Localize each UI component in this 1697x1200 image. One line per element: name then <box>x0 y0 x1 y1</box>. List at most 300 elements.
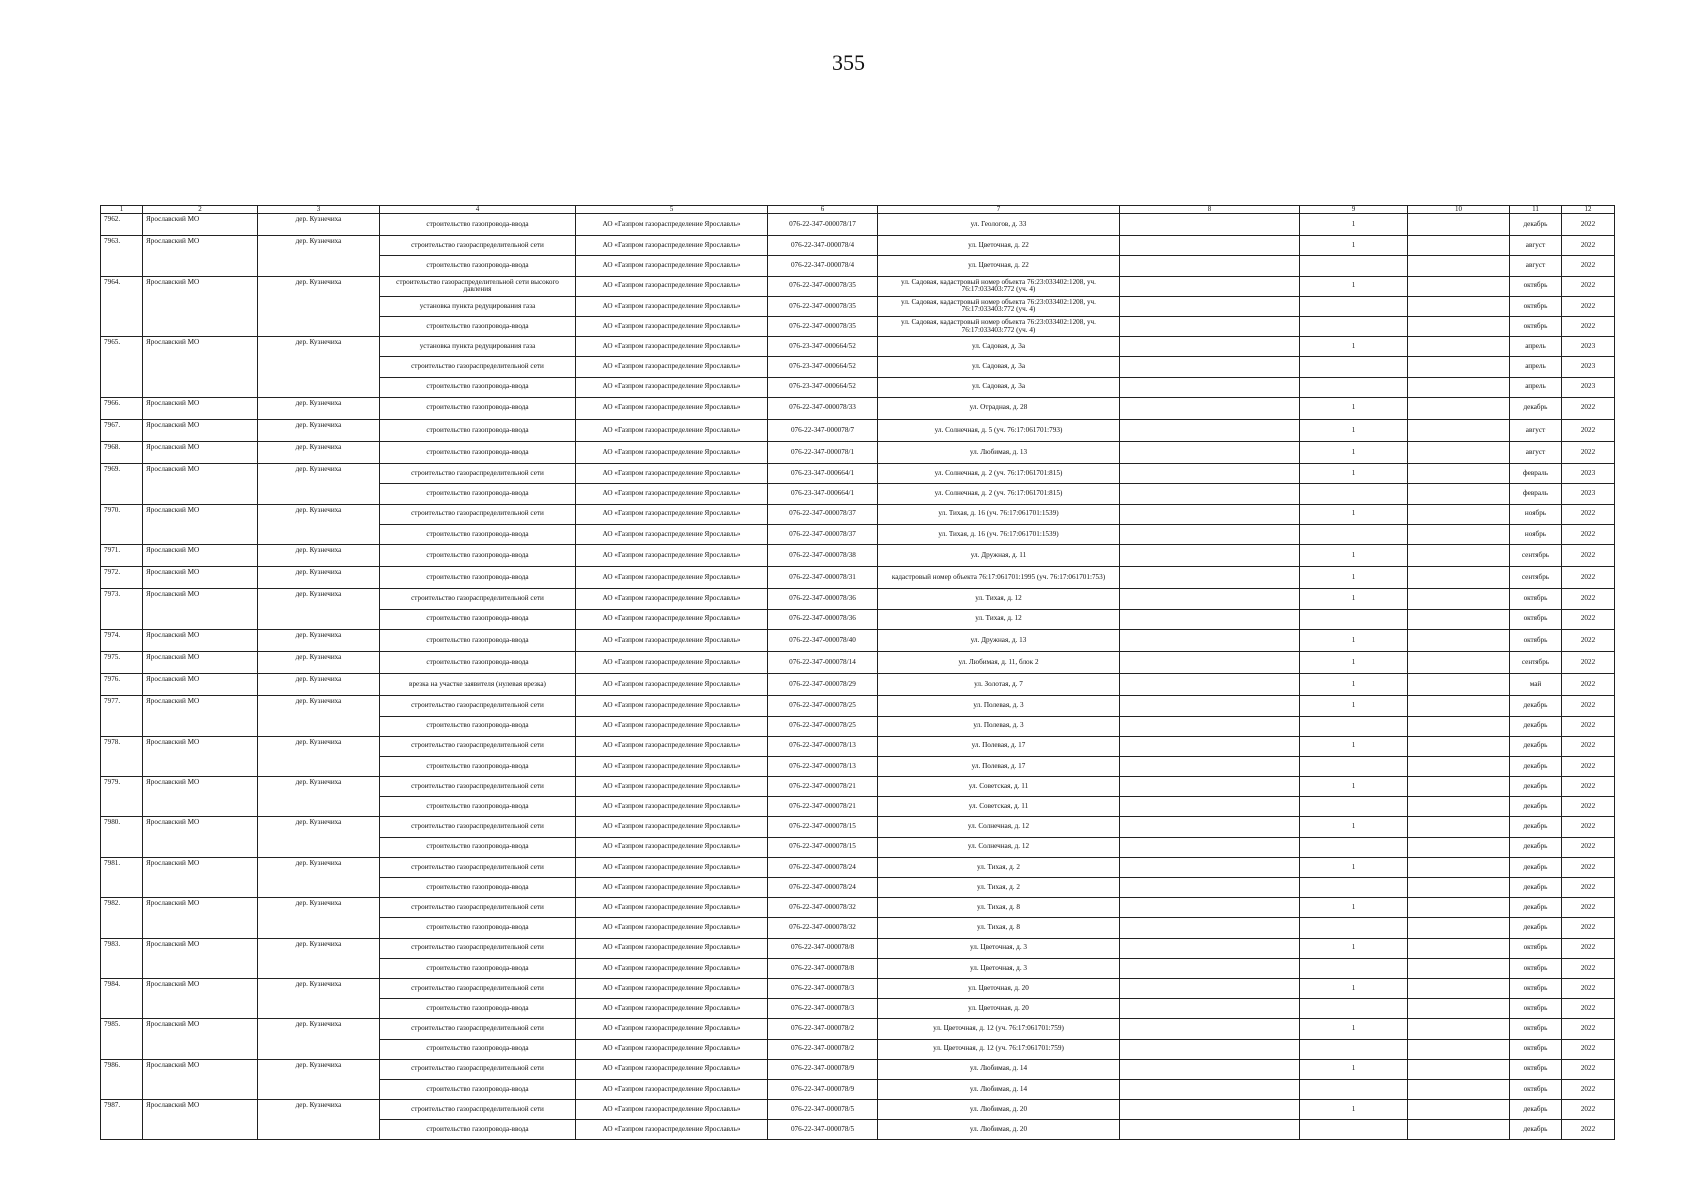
empty-cell <box>1408 938 1510 958</box>
work-type-cell: строительство газораспределительной сети <box>380 464 576 484</box>
work-type-cell: строительство газопровода-ввода <box>380 214 576 236</box>
organization-cell: АО «Газпром газораспределение Ярославль» <box>576 484 768 504</box>
contract-code-cell: 076-22-347-000078/15 <box>768 817 878 837</box>
record-number: 7967. <box>101 419 143 441</box>
empty-cell <box>1120 1079 1300 1099</box>
contract-code-cell: 076-23-347-000664/1 <box>768 484 878 504</box>
work-type-cell: строительство газопровода-ввода <box>380 837 576 857</box>
work-type-cell: строительство газопровода-ввода <box>380 609 576 629</box>
settlement-cell: дер. Кузнечиха <box>258 674 380 696</box>
year-cell: 2022 <box>1562 674 1615 696</box>
record-number: 7964. <box>101 276 143 337</box>
empty-cell <box>1120 817 1300 837</box>
address-cell: ул. Любимая, д. 14 <box>878 1079 1120 1099</box>
year-cell: 2022 <box>1562 256 1615 276</box>
year-cell: 2022 <box>1562 1059 1615 1079</box>
contract-code-cell: 076-22-347-000078/35 <box>768 276 878 296</box>
district-cell: Ярославский МО <box>143 938 258 978</box>
empty-cell <box>1408 958 1510 978</box>
organization-cell: АО «Газпром газораспределение Ярославль» <box>576 256 768 276</box>
table-row <box>101 938 1615 958</box>
settlement-cell: дер. Кузнечиха <box>258 978 380 1018</box>
year-cell: 2022 <box>1562 316 1615 336</box>
work-type-cell: строительство газораспределительной сети <box>380 898 576 918</box>
empty-cell <box>1300 999 1408 1019</box>
table-row <box>101 214 1615 236</box>
column-header: 11 <box>1510 206 1562 214</box>
empty-cell <box>1408 524 1510 544</box>
work-type-cell: строительство газопровода-ввода <box>380 484 576 504</box>
contract-code-cell: 076-22-347-000078/21 <box>768 777 878 797</box>
contract-code-cell: 076-22-347-000078/38 <box>768 545 878 567</box>
district-cell: Ярославский МО <box>143 978 258 1018</box>
month-cell: август <box>1510 256 1562 276</box>
organization-cell: АО «Газпром газораспределение Ярославль» <box>576 857 768 877</box>
contract-code-cell: 076-22-347-000078/32 <box>768 898 878 918</box>
address-cell: ул. Цветочная, д. 12 (уч. 76:17:061701:759) <box>878 1039 1120 1059</box>
district-cell: Ярославский МО <box>143 442 258 464</box>
month-cell: август <box>1510 419 1562 441</box>
empty-cell <box>1120 567 1300 589</box>
work-type-cell: строительство газопровода-ввода <box>380 316 576 336</box>
settlement-cell: дер. Кузнечиха <box>258 629 380 651</box>
district-cell: Ярославский МО <box>143 337 258 398</box>
contract-code-cell: 076-22-347-000078/3 <box>768 978 878 998</box>
organization-cell: АО «Газпром газораспределение Ярославль» <box>576 797 768 817</box>
year-cell: 2022 <box>1562 837 1615 857</box>
count-cell: 1 <box>1300 696 1408 716</box>
settlement-cell: дер. Кузнечиха <box>258 651 380 673</box>
empty-cell <box>1120 484 1300 504</box>
month-cell: октябрь <box>1510 978 1562 998</box>
table-row <box>101 1059 1615 1079</box>
district-cell: Ярославский МО <box>143 1019 258 1059</box>
empty-cell <box>1408 316 1510 336</box>
column-header: 8 <box>1120 206 1300 214</box>
work-type-cell: строительство газопровода-ввода <box>380 756 576 776</box>
month-cell: сентябрь <box>1510 651 1562 673</box>
district-cell: Ярославский МО <box>143 817 258 857</box>
empty-cell <box>1408 1120 1510 1140</box>
empty-cell <box>1120 442 1300 464</box>
empty-cell <box>1408 484 1510 504</box>
contract-code-cell: 076-22-347-000078/24 <box>768 857 878 877</box>
year-cell: 2022 <box>1562 504 1615 524</box>
table-row <box>101 817 1615 837</box>
year-cell: 2022 <box>1562 214 1615 236</box>
year-cell: 2022 <box>1562 938 1615 958</box>
record-number: 7983. <box>101 938 143 978</box>
empty-cell <box>1408 1039 1510 1059</box>
work-type-cell: строительство газораспределительной сети <box>380 504 576 524</box>
district-cell: Ярославский МО <box>143 236 258 276</box>
organization-cell: АО «Газпром газораспределение Ярославль» <box>576 651 768 673</box>
year-cell: 2022 <box>1562 419 1615 441</box>
organization-cell: АО «Газпром газораспределение Ярославль» <box>576 442 768 464</box>
record-number: 7977. <box>101 696 143 736</box>
table-row <box>101 674 1615 696</box>
empty-cell <box>1300 256 1408 276</box>
empty-cell <box>1300 1079 1408 1099</box>
address-cell: ул. Золотая, д. 7 <box>878 674 1120 696</box>
work-type-cell: строительство газораспределительной сети <box>380 938 576 958</box>
work-type-cell: строительство газораспределительной сети <box>380 777 576 797</box>
address-cell: ул. Тихая, д. 16 (уч. 76:17:061701:1539) <box>878 504 1120 524</box>
empty-cell <box>1120 898 1300 918</box>
month-cell: февраль <box>1510 464 1562 484</box>
work-type-cell: строительство газораспределительной сети <box>380 817 576 837</box>
work-type-cell: строительство газораспределительной сети <box>380 736 576 756</box>
empty-cell <box>1300 918 1408 938</box>
work-type-cell: строительство газораспределительной сети <box>380 589 576 609</box>
table-row <box>101 629 1615 651</box>
empty-cell <box>1408 464 1510 484</box>
organization-cell: АО «Газпром газораспределение Ярославль» <box>576 316 768 336</box>
address-cell: ул. Дружная, д. 11 <box>878 545 1120 567</box>
district-cell: Ярославский МО <box>143 696 258 736</box>
work-type-cell: строительство газораспределительной сети <box>380 857 576 877</box>
address-cell: ул. Солнечная, д. 12 <box>878 837 1120 857</box>
month-cell: декабрь <box>1510 696 1562 716</box>
district-cell: Ярославский МО <box>143 777 258 817</box>
organization-cell: АО «Газпром газораспределение Ярославль» <box>576 545 768 567</box>
settlement-cell: дер. Кузнечиха <box>258 397 380 419</box>
settlement-cell: дер. Кузнечиха <box>258 817 380 857</box>
contract-code-cell: 076-22-347-000078/21 <box>768 797 878 817</box>
empty-cell <box>1120 316 1300 336</box>
empty-cell <box>1408 377 1510 397</box>
work-type-cell: строительство газораспределительной сети <box>380 1100 576 1120</box>
work-plan-table <box>100 205 1615 1140</box>
organization-cell: АО «Газпром газораспределение Ярославль» <box>576 276 768 296</box>
column-header: 6 <box>768 206 878 214</box>
organization-cell: АО «Газпром газораспределение Ярославль» <box>576 696 768 716</box>
contract-code-cell: 076-22-347-000078/31 <box>768 567 878 589</box>
month-cell: ноябрь <box>1510 504 1562 524</box>
record-number: 7965. <box>101 337 143 398</box>
empty-cell <box>1120 777 1300 797</box>
organization-cell: АО «Газпром газораспределение Ярославль» <box>576 214 768 236</box>
empty-cell <box>1120 797 1300 817</box>
table-row <box>101 978 1615 998</box>
settlement-cell: дер. Кузнечиха <box>258 777 380 817</box>
address-cell: ул. Любимая, д. 20 <box>878 1120 1120 1140</box>
district-cell: Ярославский МО <box>143 629 258 651</box>
record-number: 7975. <box>101 651 143 673</box>
empty-cell <box>1120 256 1300 276</box>
empty-cell <box>1120 504 1300 524</box>
organization-cell: АО «Газпром газораспределение Ярославль» <box>576 236 768 256</box>
year-cell: 2022 <box>1562 629 1615 651</box>
work-type-cell: строительство газопровода-ввода <box>380 878 576 898</box>
contract-code-cell: 076-22-347-000078/5 <box>768 1120 878 1140</box>
settlement-cell: дер. Кузнечиха <box>258 545 380 567</box>
empty-cell <box>1408 545 1510 567</box>
record-number: 7972. <box>101 567 143 589</box>
empty-cell <box>1120 918 1300 938</box>
organization-cell: АО «Газпром газораспределение Ярославль» <box>576 878 768 898</box>
month-cell: апрель <box>1510 357 1562 377</box>
address-cell: ул. Солнечная, д. 2 (уч. 76:17:061701:815) <box>878 464 1120 484</box>
contract-code-cell: 076-23-347-000664/52 <box>768 377 878 397</box>
year-cell: 2022 <box>1562 1120 1615 1140</box>
address-cell: ул. Солнечная, д. 2 (уч. 76:17:061701:815) <box>878 484 1120 504</box>
table-row <box>101 696 1615 716</box>
empty-cell <box>1408 1100 1510 1120</box>
empty-cell <box>1408 589 1510 609</box>
work-type-cell: строительство газопровода-ввода <box>380 377 576 397</box>
settlement-cell: дер. Кузнечиха <box>258 337 380 398</box>
address-cell: ул. Садовая, кадастровый номер объекта 76:23:033402:1208, уч. 76:17:033403:772 (уч. 4) <box>878 296 1120 316</box>
address-cell: ул. Тихая, д. 16 (уч. 76:17:061701:1539) <box>878 524 1120 544</box>
record-number: 7970. <box>101 504 143 544</box>
organization-cell: АО «Газпром газораспределение Ярославль» <box>576 377 768 397</box>
contract-code-cell: 076-22-347-000078/17 <box>768 214 878 236</box>
district-cell: Ярославский МО <box>143 464 258 504</box>
address-cell: ул. Цветочная, д. 3 <box>878 958 1120 978</box>
organization-cell: АО «Газпром газораспределение Ярославль» <box>576 938 768 958</box>
empty-cell <box>1408 898 1510 918</box>
organization-cell: АО «Газпром газораспределение Ярославль» <box>576 817 768 837</box>
organization-cell: АО «Газпром газораспределение Ярославль» <box>576 716 768 736</box>
year-cell: 2022 <box>1562 716 1615 736</box>
settlement-cell: дер. Кузнечиха <box>258 736 380 776</box>
empty-cell <box>1120 756 1300 776</box>
work-type-cell: установка пункта редуцирования газа <box>380 296 576 316</box>
empty-cell <box>1408 716 1510 736</box>
month-cell: сентябрь <box>1510 567 1562 589</box>
record-number: 7979. <box>101 777 143 817</box>
count-cell: 1 <box>1300 337 1408 357</box>
work-type-cell: строительство газопровода-ввода <box>380 442 576 464</box>
organization-cell: АО «Газпром газораспределение Ярославль» <box>576 609 768 629</box>
empty-cell <box>1408 337 1510 357</box>
count-cell: 1 <box>1300 1019 1408 1039</box>
empty-cell <box>1120 978 1300 998</box>
year-cell: 2022 <box>1562 545 1615 567</box>
month-cell: апрель <box>1510 377 1562 397</box>
empty-cell <box>1300 484 1408 504</box>
contract-code-cell: 076-22-347-000078/40 <box>768 629 878 651</box>
district-cell: Ярославский МО <box>143 545 258 567</box>
organization-cell: АО «Газпром газораспределение Ярославль» <box>576 464 768 484</box>
contract-code-cell: 076-22-347-000078/32 <box>768 918 878 938</box>
year-cell: 2022 <box>1562 797 1615 817</box>
count-cell: 1 <box>1300 589 1408 609</box>
district-cell: Ярославский МО <box>143 567 258 589</box>
empty-cell <box>1300 524 1408 544</box>
count-cell: 1 <box>1300 629 1408 651</box>
work-type-cell: строительство газопровода-ввода <box>380 797 576 817</box>
column-header: 2 <box>143 206 258 214</box>
district-cell: Ярославский МО <box>143 674 258 696</box>
address-cell: ул. Любимая, д. 13 <box>878 442 1120 464</box>
table-row <box>101 898 1615 918</box>
contract-code-cell: 076-23-347-000664/52 <box>768 337 878 357</box>
settlement-cell: дер. Кузнечиха <box>258 857 380 897</box>
work-type-cell: строительство газораспределительной сети высокого давления <box>380 276 576 296</box>
organization-cell: АО «Газпром газораспределение Ярославль» <box>576 958 768 978</box>
month-cell: октябрь <box>1510 589 1562 609</box>
empty-cell <box>1408 214 1510 236</box>
organization-cell: АО «Газпром газораспределение Ярославль» <box>576 674 768 696</box>
record-number: 7974. <box>101 629 143 651</box>
count-cell: 1 <box>1300 214 1408 236</box>
column-header: 12 <box>1562 206 1615 214</box>
empty-cell <box>1120 589 1300 609</box>
empty-cell <box>1120 958 1300 978</box>
empty-cell <box>1120 609 1300 629</box>
empty-cell <box>1120 464 1300 484</box>
address-cell: ул. Дружная, д. 13 <box>878 629 1120 651</box>
month-cell: декабрь <box>1510 1120 1562 1140</box>
address-cell: ул. Полевая, д. 3 <box>878 716 1120 736</box>
empty-cell <box>1300 1120 1408 1140</box>
empty-cell <box>1120 1039 1300 1059</box>
organization-cell: АО «Газпром газораспределение Ярославль» <box>576 524 768 544</box>
empty-cell <box>1408 609 1510 629</box>
month-cell: декабрь <box>1510 756 1562 776</box>
empty-cell <box>1408 504 1510 524</box>
district-cell: Ярославский МО <box>143 419 258 441</box>
district-cell: Ярославский МО <box>143 397 258 419</box>
organization-cell: АО «Газпром газораспределение Ярославль» <box>576 567 768 589</box>
address-cell: ул. Советская, д. 11 <box>878 797 1120 817</box>
contract-code-cell: 076-22-347-000078/9 <box>768 1079 878 1099</box>
address-cell: ул. Цветочная, д. 22 <box>878 236 1120 256</box>
table-row <box>101 397 1615 419</box>
contract-code-cell: 076-22-347-000078/33 <box>768 397 878 419</box>
organization-cell: АО «Газпром газораспределение Ярославль» <box>576 1100 768 1120</box>
year-cell: 2022 <box>1562 918 1615 938</box>
organization-cell: АО «Газпром газораспределение Ярославль» <box>576 777 768 797</box>
contract-code-cell: 076-22-347-000078/3 <box>768 999 878 1019</box>
month-cell: май <box>1510 674 1562 696</box>
work-type-cell: строительство газопровода-ввода <box>380 397 576 419</box>
settlement-cell: дер. Кузнечиха <box>258 1019 380 1059</box>
organization-cell: АО «Газпром газораспределение Ярославль» <box>576 1039 768 1059</box>
address-cell: ул. Тихая, д. 2 <box>878 878 1120 898</box>
organization-cell: АО «Газпром газораспределение Ярославль» <box>576 357 768 377</box>
work-type-cell: строительство газопровода-ввода <box>380 1039 576 1059</box>
table-row <box>101 419 1615 441</box>
contract-code-cell: 076-22-347-000078/25 <box>768 716 878 736</box>
work-type-cell: строительство газопровода-ввода <box>380 1120 576 1140</box>
organization-cell: АО «Газпром газораспределение Ярославль» <box>576 629 768 651</box>
settlement-cell: дер. Кузнечиха <box>258 1059 380 1099</box>
month-cell: декабрь <box>1510 878 1562 898</box>
month-cell: октябрь <box>1510 316 1562 336</box>
empty-cell <box>1300 609 1408 629</box>
empty-cell <box>1408 357 1510 377</box>
empty-cell <box>1408 629 1510 651</box>
table-row <box>101 545 1615 567</box>
organization-cell: АО «Газпром газораспределение Ярославль» <box>576 1019 768 1039</box>
contract-code-cell: 076-22-347-000078/2 <box>768 1019 878 1039</box>
count-cell: 1 <box>1300 857 1408 877</box>
district-cell: Ярославский МО <box>143 857 258 897</box>
empty-cell <box>1408 256 1510 276</box>
month-cell: октябрь <box>1510 609 1562 629</box>
empty-cell <box>1300 1039 1408 1059</box>
record-number: 7963. <box>101 236 143 276</box>
address-cell: ул. Цветочная, д. 12 (уч. 76:17:061701:759) <box>878 1019 1120 1039</box>
record-number: 7985. <box>101 1019 143 1059</box>
count-cell: 1 <box>1300 651 1408 673</box>
year-cell: 2022 <box>1562 777 1615 797</box>
empty-cell <box>1408 296 1510 316</box>
contract-code-cell: 076-22-347-000078/9 <box>768 1059 878 1079</box>
count-cell: 1 <box>1300 817 1408 837</box>
record-number: 7987. <box>101 1100 143 1140</box>
organization-cell: АО «Газпром газораспределение Ярославль» <box>576 756 768 776</box>
empty-cell <box>1120 1059 1300 1079</box>
address-cell: ул. Полевая, д. 17 <box>878 736 1120 756</box>
empty-cell <box>1120 337 1300 357</box>
count-cell: 1 <box>1300 504 1408 524</box>
record-number: 7978. <box>101 736 143 776</box>
record-number: 7962. <box>101 214 143 236</box>
address-cell: ул. Любимая, д. 20 <box>878 1100 1120 1120</box>
district-cell: Ярославский МО <box>143 276 258 337</box>
month-cell: декабрь <box>1510 898 1562 918</box>
contract-code-cell: 076-22-347-000078/35 <box>768 316 878 336</box>
year-cell: 2023 <box>1562 484 1615 504</box>
organization-cell: АО «Газпром газораспределение Ярославль» <box>576 1120 768 1140</box>
contract-code-cell: 076-22-347-000078/25 <box>768 696 878 716</box>
address-cell: ул. Отрадная, д. 28 <box>878 397 1120 419</box>
work-type-cell: строительство газопровода-ввода <box>380 567 576 589</box>
empty-cell <box>1408 696 1510 716</box>
contract-code-cell: 076-22-347-000078/37 <box>768 524 878 544</box>
district-cell: Ярославский МО <box>143 589 258 629</box>
contract-code-cell: 076-22-347-000078/24 <box>768 878 878 898</box>
year-cell: 2022 <box>1562 236 1615 256</box>
empty-cell <box>1300 958 1408 978</box>
empty-cell <box>1120 938 1300 958</box>
month-cell: сентябрь <box>1510 545 1562 567</box>
address-cell: ул. Тихая, д. 8 <box>878 898 1120 918</box>
record-number: 7980. <box>101 817 143 857</box>
empty-cell <box>1300 357 1408 377</box>
address-cell: ул. Советская, д. 11 <box>878 777 1120 797</box>
month-cell: август <box>1510 236 1562 256</box>
month-cell: октябрь <box>1510 1059 1562 1079</box>
empty-cell <box>1120 1120 1300 1140</box>
contract-code-cell: 076-22-347-000078/13 <box>768 736 878 756</box>
table-row <box>101 1100 1615 1120</box>
empty-cell <box>1300 756 1408 776</box>
month-cell: октябрь <box>1510 1039 1562 1059</box>
count-cell: 1 <box>1300 464 1408 484</box>
table-row <box>101 442 1615 464</box>
month-cell: октябрь <box>1510 958 1562 978</box>
year-cell: 2023 <box>1562 337 1615 357</box>
year-cell: 2022 <box>1562 817 1615 837</box>
organization-cell: АО «Газпром газораспределение Ярославль» <box>576 296 768 316</box>
empty-cell <box>1120 999 1300 1019</box>
contract-code-cell: 076-22-347-000078/1 <box>768 442 878 464</box>
empty-cell <box>1408 878 1510 898</box>
year-cell: 2022 <box>1562 857 1615 877</box>
empty-cell <box>1408 651 1510 673</box>
month-cell: октябрь <box>1510 938 1562 958</box>
empty-cell <box>1408 236 1510 256</box>
address-cell: ул. Садовая, д. 3а <box>878 377 1120 397</box>
year-cell: 2022 <box>1562 524 1615 544</box>
record-number: 7968. <box>101 442 143 464</box>
empty-cell <box>1408 918 1510 938</box>
